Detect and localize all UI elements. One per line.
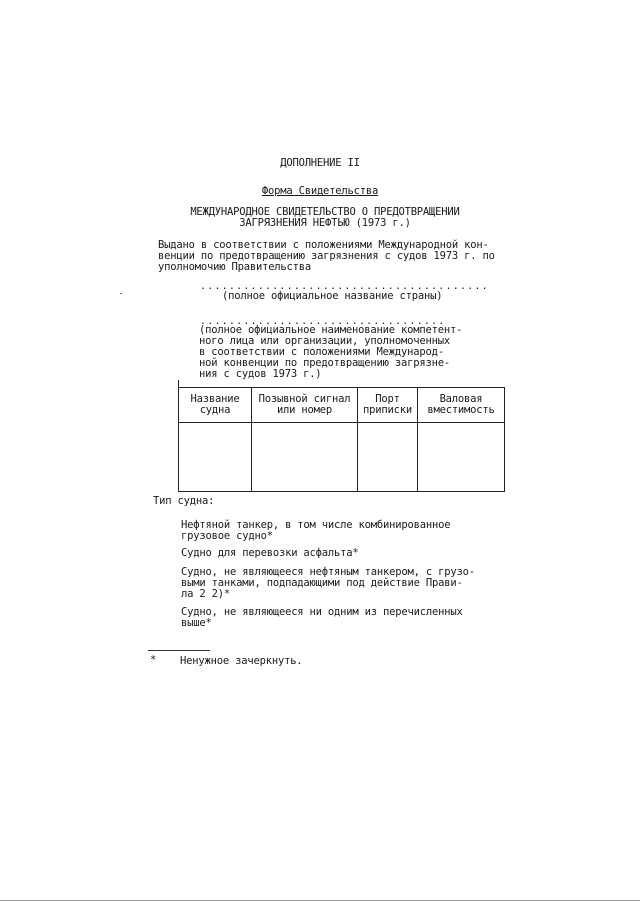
- authority-label-line: в соответствии с положениями Международ-: [199, 346, 444, 358]
- certificate-title-line-2: ЗАГРЯЗНЕНИЯ НЕФТЬЮ (1973 г.): [239, 217, 411, 229]
- issued-paragraph: [158, 240, 495, 273]
- option-line: ла 2 2)*: [181, 588, 230, 600]
- option-line: Судно, не являющееся нефтяным танкером, с грузо-: [181, 566, 475, 578]
- appendix-heading: ДОПОЛНЕНИЕ II: [280, 157, 360, 169]
- authority-dotted-line: ..................................: [200, 316, 446, 327]
- column-header-port: Порт приписки: [358, 388, 418, 423]
- form-title: Форма Свидетельства: [261, 185, 379, 197]
- scan-speck: [120, 293, 122, 294]
- authority-label-line: ного лица или организации, уполномоченных: [199, 335, 450, 347]
- option-line: Нефтяной танкер, в том числе комбинированное: [181, 519, 451, 531]
- issued-line: уполномочию Правительства: [158, 261, 312, 273]
- ship-type-label: Тип судна:: [153, 495, 215, 507]
- tonnage-cell: [418, 423, 505, 492]
- table-header-row: [179, 388, 505, 423]
- ship-name-cell: [179, 423, 252, 492]
- issued-line: венции по предотвращению загрязнения с судов 1973 г. по: [158, 250, 495, 262]
- ship-type-option: [181, 607, 463, 629]
- option-line: грузовое судно*: [181, 530, 273, 542]
- issued-line: Выдано в соответствии с положениями Международной кон-: [158, 239, 489, 251]
- port-cell: [358, 423, 418, 492]
- footnote-separator: [148, 650, 210, 651]
- country-field-label: (полное официальное название страны): [222, 290, 443, 302]
- page-bottom-edge: [0, 900, 640, 901]
- ship-type-option: [181, 567, 475, 600]
- column-header-tonnage: Валовая вместимость: [418, 388, 505, 423]
- option-line: выми танками, подпадающими под действие Прави-: [181, 577, 463, 589]
- column-header-ship-name: Название судна: [179, 388, 252, 423]
- authority-label-line: (полное официальное наименование компетент-: [199, 324, 463, 336]
- option-line: Судно для перевозки асфальта*: [181, 547, 359, 559]
- option-line: Судно, не являющееся ни одним из перечисленных: [181, 606, 463, 618]
- option-line: выше*: [181, 617, 212, 629]
- footnote-mark: *: [150, 654, 157, 666]
- authority-label-line: ния с судов 1973 г.): [199, 368, 322, 380]
- ship-particulars-table: [178, 387, 505, 492]
- authority-field-label: [199, 325, 462, 380]
- footnote-text: Ненужное зачеркнуть.: [180, 655, 303, 667]
- country-dotted-line: ........................................: [200, 281, 489, 292]
- ship-type-option: [181, 520, 450, 542]
- call-sign-cell: [252, 423, 358, 492]
- ship-type-option: [181, 548, 359, 559]
- column-header-call-sign: Позывной сигнал или номер: [252, 388, 358, 423]
- authority-label-line: ной конвенции по предотвращению загрязне-: [199, 357, 450, 369]
- table-row: [179, 423, 505, 492]
- certificate-title-line-1: МЕЖДУНАРОДНОЕ СВИДЕТЕЛЬСТВО О ПРЕДОТВРАЩЕНИИ: [190, 206, 460, 218]
